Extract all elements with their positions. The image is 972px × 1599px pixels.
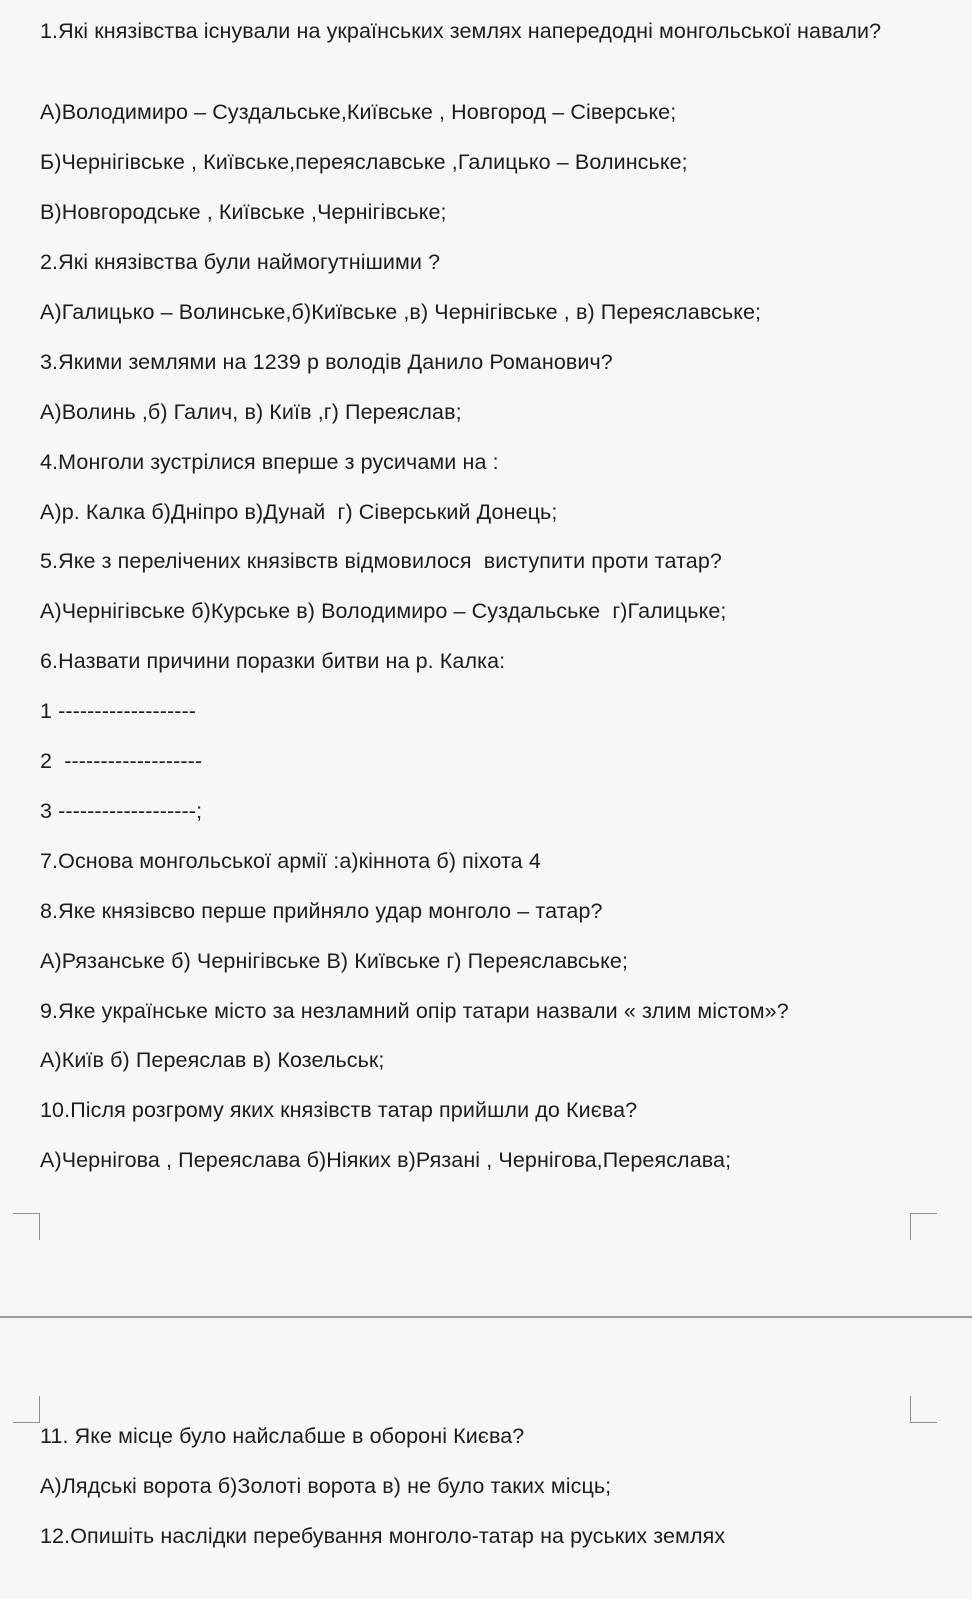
question-9: 9.Яке українське місто за незламний опір татари назвали « злим містом»? [40, 999, 789, 1023]
question-1: 1.Які князівства існували на українських землях напередодні монгольської навали? [40, 19, 882, 43]
question-11: 11. Яке місце було найслабше в обороні Києва? [40, 1424, 525, 1448]
question-12: 12.Опишіть наслідки перебування монголо-татар на руських землях [40, 1524, 726, 1548]
answer-2: А)Галицько – Волинське,б)Київське ,в) Чернігівське , в) Переяславське; [40, 300, 762, 324]
blank-line-2: 2 ------------------- [40, 749, 203, 773]
margin-corner-mark [13, 1213, 40, 1240]
question-6: 6.Назвати причини поразки битви на р. Калка: [40, 649, 506, 673]
answer-9: А)Київ б) Переяслав в) Козельськ; [40, 1048, 385, 1072]
answer-1b: Б)Чернігівське , Київське,переяславське ,Галицько – Волинське; [40, 150, 688, 174]
answer-8: А)Рязанське б) Чернігівське В) Київське г) Переяславське; [40, 949, 628, 973]
answer-1a: А)Володимиро – Суздальське,Київське , Новгород – Сіверське; [40, 100, 677, 124]
answer-4: А)р. Калка б)Дніпро в)Дунай г) Сіверський Донець; [40, 500, 558, 524]
question-4: 4.Монголи зустрілися вперше з русичами на : [40, 450, 499, 474]
margin-corner-mark [910, 1396, 937, 1423]
question-2: 2.Які князівства були наймогутнішими ? [40, 250, 441, 274]
blank-line-1: 1 ------------------- [40, 699, 197, 723]
question-3: 3.Якими землями на 1239 р володів Данило Романович? [40, 350, 613, 374]
page-break [0, 1316, 972, 1318]
question-8: 8.Яке князівсво перше прийняло удар монголо – татар? [40, 899, 603, 923]
margin-corner-mark [910, 1213, 937, 1240]
margin-corner-mark [13, 1396, 40, 1423]
answer-5: А)Чернігівське б)Курське в) Володимиро – Суздальське г)Галицьке; [40, 599, 727, 623]
answer-1c: В)Новгородське , Київське ,Чернігівське; [40, 200, 447, 224]
question-7: 7.Основа монгольської армії :а)кіннота б) піхота 4 [40, 849, 541, 873]
question-5: 5.Яке з перелічених князівств відмовилося виступити проти татар? [40, 549, 722, 573]
answer-11: А)Лядські ворота б)Золоті ворота в) не було таких місць; [40, 1474, 612, 1498]
answer-10: А)Чернігова , Переяслава б)Ніяких в)Рязані , Чернігова,Переяслава; [40, 1148, 732, 1172]
blank-line-3: 3 -------------------; [40, 799, 203, 823]
answer-3: А)Волинь ,б) Галич, в) Київ ,г) Переяслав; [40, 400, 462, 424]
document-page-2 [0, 1320, 972, 1599]
question-10: 10.Після розгрому яких князівств татар прийшли до Києва? [40, 1098, 638, 1122]
